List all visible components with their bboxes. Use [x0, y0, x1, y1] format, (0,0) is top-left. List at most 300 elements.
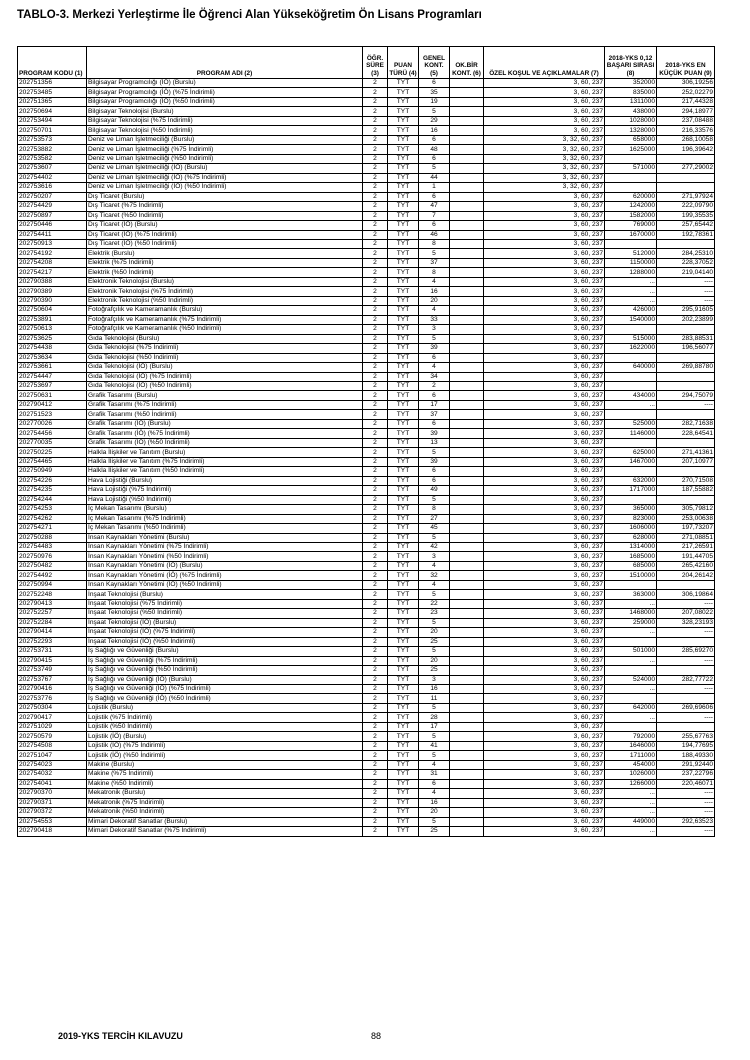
min-score-cell: 187,55882: [657, 486, 715, 495]
conditions-cell: 3, 60, 237: [484, 505, 605, 514]
extra-quota-cell: [450, 183, 484, 192]
table-row: [18, 760, 715, 769]
score-type-cell: TYT: [388, 505, 419, 514]
rank-cell: 642000: [605, 703, 657, 712]
quota-cell: 20: [419, 656, 450, 665]
score-type-cell: TYT: [388, 382, 419, 391]
code-cell: 202754456: [18, 429, 87, 438]
duration-cell: 2: [363, 685, 388, 694]
score-type-cell: TYT: [388, 154, 419, 163]
duration-cell: 2: [363, 230, 388, 239]
extra-quota-cell: [450, 457, 484, 466]
rank-cell: [605, 382, 657, 391]
code-cell: 202754041: [18, 779, 87, 788]
min-score-cell: 219,04140: [657, 268, 715, 277]
score-type-cell: TYT: [388, 344, 419, 353]
min-score-cell: 197,73207: [657, 524, 715, 533]
score-type-cell: TYT: [388, 827, 419, 836]
score-type-cell: TYT: [388, 770, 419, 779]
score-type-cell: TYT: [388, 675, 419, 684]
rank-cell: 1150000: [605, 258, 657, 267]
conditions-cell: 3, 60, 237: [484, 258, 605, 267]
quota-cell: 45: [419, 524, 450, 533]
table-row: [18, 391, 715, 400]
code-cell: 202754508: [18, 741, 87, 750]
quota-cell: 20: [419, 628, 450, 637]
min-score-cell: ----: [657, 277, 715, 286]
header-program-name: PROGRAM ADI (2): [87, 47, 363, 79]
conditions-cell: 3, 60, 237: [484, 789, 605, 798]
score-type-cell: TYT: [388, 618, 419, 627]
program-name-cell: İç Mekan Tasarımı (%50 İndirimli): [87, 524, 363, 533]
table-row: [18, 703, 715, 712]
header-quota: GENEL KONT. (5): [419, 47, 450, 79]
min-score-cell: 204,26142: [657, 571, 715, 580]
table-row: [18, 637, 715, 646]
score-type-cell: TYT: [388, 419, 419, 428]
conditions-cell: 3, 60, 237: [484, 703, 605, 712]
min-score-cell: 271,08851: [657, 533, 715, 542]
program-name-cell: Dış Ticaret (İÖ) (%75 İndirimli): [87, 230, 363, 239]
code-cell: 202790417: [18, 713, 87, 722]
conditions-cell: 3, 60, 237: [484, 277, 605, 286]
table-row: [18, 713, 715, 722]
duration-cell: 2: [363, 154, 388, 163]
extra-quota-cell: [450, 192, 484, 201]
min-score-cell: 271,97924: [657, 192, 715, 201]
rank-cell: 823000: [605, 514, 657, 523]
quota-cell: 39: [419, 344, 450, 353]
duration-cell: 2: [363, 770, 388, 779]
code-cell: 202750225: [18, 448, 87, 457]
conditions-cell: 3, 60, 237: [484, 675, 605, 684]
code-cell: 202753485: [18, 88, 87, 97]
duration-cell: 2: [363, 97, 388, 106]
extra-quota-cell: [450, 703, 484, 712]
code-cell: 202790388: [18, 277, 87, 286]
min-score-cell: ----: [657, 827, 715, 836]
table-row: [18, 145, 715, 154]
table-row: [18, 827, 715, 836]
rank-cell: 259000: [605, 618, 657, 627]
program-name-cell: Elektronik Teknolojisi (%50 İndirimli): [87, 296, 363, 305]
extra-quota-cell: [450, 571, 484, 580]
conditions-cell: 3, 60, 237: [484, 126, 605, 135]
score-type-cell: TYT: [388, 637, 419, 646]
quota-cell: 5: [419, 703, 450, 712]
extra-quota-cell: [450, 827, 484, 836]
duration-cell: 2: [363, 628, 388, 637]
rank-cell: ...: [605, 400, 657, 409]
quota-cell: 34: [419, 372, 450, 381]
code-cell: 202751047: [18, 751, 87, 760]
min-score-cell: [657, 694, 715, 703]
table-row: [18, 363, 715, 372]
rank-cell: 1328000: [605, 126, 657, 135]
duration-cell: 2: [363, 713, 388, 722]
table-row: [18, 647, 715, 656]
conditions-cell: 3, 60, 237: [484, 798, 605, 807]
program-name-cell: Fotoğrafçılık ve Kameramanlık (%50 İndirimli): [87, 325, 363, 334]
min-score-cell: 285,69270: [657, 647, 715, 656]
program-name-cell: Halkla İlişkiler ve Tanıtım (%50 İndirimli): [87, 467, 363, 476]
conditions-cell: 3, 60, 237: [484, 628, 605, 637]
rank-cell: 1670000: [605, 230, 657, 239]
duration-cell: 2: [363, 135, 388, 144]
program-name-cell: Deniz ve Liman İşletmeciliği (İÖ) (%75 İndirimli): [87, 173, 363, 182]
extra-quota-cell: [450, 277, 484, 286]
conditions-cell: 3, 60, 237: [484, 647, 605, 656]
table-row: [18, 808, 715, 817]
min-score-cell: 269,69606: [657, 703, 715, 712]
rank-cell: 1711000: [605, 751, 657, 760]
code-cell: 202752284: [18, 618, 87, 627]
quota-cell: 37: [419, 258, 450, 267]
duration-cell: 2: [363, 382, 388, 391]
program-name-cell: Grafik Tasarımı (İÖ) (Burslu): [87, 419, 363, 428]
rank-cell: 1288000: [605, 268, 657, 277]
quota-cell: 4: [419, 306, 450, 315]
quota-cell: 5: [419, 590, 450, 599]
code-cell: 202754217: [18, 268, 87, 277]
quota-cell: 1: [419, 183, 450, 192]
duration-cell: 2: [363, 79, 388, 88]
code-cell: 202790416: [18, 685, 87, 694]
program-name-cell: İnsan Kaynakları Yönetimi (%50 İndirimli): [87, 552, 363, 561]
conditions-cell: 3, 60, 237: [484, 457, 605, 466]
extra-quota-cell: [450, 505, 484, 514]
min-score-cell: 228,64541: [657, 429, 715, 438]
min-score-cell: [657, 438, 715, 447]
program-name-cell: Lojistik (İÖ) (%75 İndirimli): [87, 741, 363, 750]
code-cell: 202750976: [18, 552, 87, 561]
conditions-cell: 3, 60, 237: [484, 448, 605, 457]
program-name-cell: Bilgisayar Programcılığı (İÖ) (%75 İndirimli): [87, 88, 363, 97]
score-type-cell: TYT: [388, 268, 419, 277]
quota-cell: 33: [419, 315, 450, 324]
code-cell: 202750913: [18, 239, 87, 248]
min-score-cell: 220,46071: [657, 779, 715, 788]
duration-cell: 2: [363, 145, 388, 154]
table-row: [18, 751, 715, 760]
duration-cell: 2: [363, 363, 388, 372]
code-cell: 202751365: [18, 97, 87, 106]
rank-cell: [605, 372, 657, 381]
extra-quota-cell: [450, 685, 484, 694]
min-score-cell: 270,71508: [657, 476, 715, 485]
quota-cell: 6: [419, 779, 450, 788]
conditions-cell: 3, 60, 237: [484, 656, 605, 665]
min-score-cell: [657, 495, 715, 504]
duration-cell: 2: [363, 609, 388, 618]
program-name-cell: İnşaat Teknolojisi (%50 İndirimli): [87, 609, 363, 618]
rank-cell: 449000: [605, 817, 657, 826]
quota-cell: 4: [419, 363, 450, 372]
score-type-cell: TYT: [388, 353, 419, 362]
score-type-cell: TYT: [388, 647, 419, 656]
program-name-cell: İnşaat Teknolojisi (İÖ) (%50 İndirimli): [87, 637, 363, 646]
code-cell: 202790371: [18, 798, 87, 807]
score-type-cell: TYT: [388, 202, 419, 211]
conditions-cell: 3, 60, 237: [484, 694, 605, 703]
conditions-cell: 3, 60, 237: [484, 400, 605, 409]
extra-quota-cell: [450, 798, 484, 807]
score-type-cell: TYT: [388, 817, 419, 826]
quota-cell: 4: [419, 580, 450, 589]
extra-quota-cell: [450, 666, 484, 675]
quota-cell: 6: [419, 192, 450, 201]
quota-cell: 6: [419, 79, 450, 88]
duration-cell: 2: [363, 391, 388, 400]
extra-quota-cell: [450, 808, 484, 817]
table-row: [18, 675, 715, 684]
table-row: [18, 448, 715, 457]
table-row: [18, 192, 715, 201]
duration-cell: 2: [363, 249, 388, 258]
code-cell: 202750694: [18, 107, 87, 116]
min-score-cell: 228,37052: [657, 258, 715, 267]
header-conditions: ÖZEL KOŞUL VE AÇIKLAMALAR (7): [484, 47, 605, 79]
conditions-cell: 3, 60, 237: [484, 732, 605, 741]
table-row: [18, 315, 715, 324]
quota-cell: 8: [419, 239, 450, 248]
code-cell: 202790390: [18, 296, 87, 305]
code-cell: 202750613: [18, 325, 87, 334]
header-score-type: PUAN TÜRÜ (4): [388, 47, 419, 79]
duration-cell: 2: [363, 656, 388, 665]
code-cell: 202754226: [18, 476, 87, 485]
program-name-cell: Dış Ticaret (%50 İndirimli): [87, 211, 363, 220]
quota-cell: 6: [419, 476, 450, 485]
min-score-cell: [657, 183, 715, 192]
rank-cell: ...: [605, 656, 657, 665]
conditions-cell: 3, 60, 237: [484, 202, 605, 211]
score-type-cell: TYT: [388, 457, 419, 466]
score-type-cell: TYT: [388, 183, 419, 192]
program-name-cell: Makine (%75 İndirimli): [87, 770, 363, 779]
min-score-cell: 253,00638: [657, 514, 715, 523]
code-cell: 202754483: [18, 542, 87, 551]
code-cell: 202753573: [18, 135, 87, 144]
quota-cell: 28: [419, 713, 450, 722]
extra-quota-cell: [450, 400, 484, 409]
conditions-cell: 3, 60, 237: [484, 476, 605, 485]
quota-cell: 39: [419, 429, 450, 438]
min-score-cell: ----: [657, 808, 715, 817]
program-name-cell: Hava Lojistiği (%50 İndirimli): [87, 495, 363, 504]
score-type-cell: TYT: [388, 760, 419, 769]
score-type-cell: TYT: [388, 732, 419, 741]
program-name-cell: Deniz ve Liman İşletmeciliği (Burslu): [87, 135, 363, 144]
rank-cell: [605, 722, 657, 731]
code-cell: 202754271: [18, 524, 87, 533]
program-name-cell: İş Sağlığı ve Güvenliği (%75 İndirimli): [87, 656, 363, 665]
table-row: [18, 798, 715, 807]
conditions-cell: 3, 32, 60, 237: [484, 173, 605, 182]
code-cell: 202752248: [18, 590, 87, 599]
duration-cell: 2: [363, 410, 388, 419]
code-cell: 202754208: [18, 258, 87, 267]
duration-cell: 2: [363, 306, 388, 315]
quota-cell: 35: [419, 88, 450, 97]
conditions-cell: 3, 60, 237: [484, 334, 605, 343]
code-cell: 202750304: [18, 703, 87, 712]
extra-quota-cell: [450, 391, 484, 400]
min-score-cell: 257,65442: [657, 221, 715, 230]
min-score-cell: 191,44705: [657, 552, 715, 561]
rank-cell: ...: [605, 685, 657, 694]
score-type-cell: TYT: [388, 722, 419, 731]
min-score-cell: 194,77695: [657, 741, 715, 750]
extra-quota-cell: [450, 609, 484, 618]
conditions-cell: 3, 32, 60, 237: [484, 183, 605, 192]
score-type-cell: TYT: [388, 391, 419, 400]
extra-quota-cell: [450, 202, 484, 211]
duration-cell: 2: [363, 751, 388, 760]
program-name-cell: Halkla İlişkiler ve Tanıtım (%75 İndirimli): [87, 457, 363, 466]
conditions-cell: 3, 60, 237: [484, 552, 605, 561]
table-row: [18, 741, 715, 750]
code-cell: 202770026: [18, 419, 87, 428]
conditions-cell: 3, 32, 60, 237: [484, 135, 605, 144]
score-type-cell: TYT: [388, 789, 419, 798]
program-name-cell: İş Sağlığı ve Güvenliği (İÖ) (%75 İndirimli): [87, 685, 363, 694]
extra-quota-cell: [450, 429, 484, 438]
score-type-cell: TYT: [388, 656, 419, 665]
program-name-cell: Hava Lojistiği (Burslu): [87, 476, 363, 485]
min-score-cell: [657, 637, 715, 646]
score-type-cell: TYT: [388, 808, 419, 817]
table-row: [18, 268, 715, 277]
header-program-code: PROGRAM KODU (1): [18, 47, 87, 79]
code-cell: 202754447: [18, 372, 87, 381]
duration-cell: 2: [363, 268, 388, 277]
duration-cell: 2: [363, 514, 388, 523]
min-score-cell: [657, 173, 715, 182]
rank-cell: [605, 239, 657, 248]
quota-cell: 42: [419, 542, 450, 551]
code-cell: 202790370: [18, 789, 87, 798]
score-type-cell: TYT: [388, 628, 419, 637]
table-row: [18, 524, 715, 533]
min-score-cell: 255,67763: [657, 732, 715, 741]
extra-quota-cell: [450, 419, 484, 428]
table-row: [18, 722, 715, 731]
table-row: [18, 126, 715, 135]
extra-quota-cell: [450, 467, 484, 476]
table-row: [18, 154, 715, 163]
extra-quota-cell: [450, 145, 484, 154]
duration-cell: 2: [363, 344, 388, 353]
rank-cell: 524000: [605, 675, 657, 684]
code-cell: 202790413: [18, 599, 87, 608]
program-name-cell: Grafik Tasarımı (Burslu): [87, 391, 363, 400]
rank-cell: ...: [605, 296, 657, 305]
table-row: [18, 685, 715, 694]
program-name-cell: Elektronik Teknolojisi (Burslu): [87, 277, 363, 286]
min-score-cell: [657, 154, 715, 163]
conditions-cell: 3, 60, 237: [484, 344, 605, 353]
extra-quota-cell: [450, 637, 484, 646]
code-cell: 202754262: [18, 514, 87, 523]
program-name-cell: İnsan Kaynakları Yönetimi (İÖ) (Burslu): [87, 561, 363, 570]
page-title: TABLO-3. Merkezi Yerleştirme İle Öğrenci Alan Yükseköğretim Ön Lisans Programları: [17, 9, 482, 21]
rank-cell: [605, 694, 657, 703]
min-score-cell: 199,35535: [657, 211, 715, 220]
min-score-cell: [657, 467, 715, 476]
score-type-cell: TYT: [388, 97, 419, 106]
min-score-cell: 269,88780: [657, 363, 715, 372]
min-score-cell: ----: [657, 713, 715, 722]
extra-quota-cell: [450, 126, 484, 135]
code-cell: 202753494: [18, 116, 87, 125]
quota-cell: 19: [419, 97, 450, 106]
score-type-cell: TYT: [388, 116, 419, 125]
conditions-cell: 3, 60, 237: [484, 666, 605, 675]
code-cell: 202750604: [18, 306, 87, 315]
quota-cell: 5: [419, 249, 450, 258]
duration-cell: 2: [363, 666, 388, 675]
duration-cell: 2: [363, 505, 388, 514]
duration-cell: 2: [363, 258, 388, 267]
score-type-cell: TYT: [388, 429, 419, 438]
score-type-cell: TYT: [388, 713, 419, 722]
table-row: [18, 325, 715, 334]
score-type-cell: TYT: [388, 221, 419, 230]
rank-cell: 501000: [605, 647, 657, 656]
duration-cell: 2: [363, 827, 388, 836]
rank-cell: ...: [605, 789, 657, 798]
quota-cell: 16: [419, 685, 450, 694]
quota-cell: 5: [419, 164, 450, 173]
quota-cell: 37: [419, 410, 450, 419]
conditions-cell: 3, 32, 60, 237: [484, 154, 605, 163]
conditions-cell: 3, 60, 237: [484, 372, 605, 381]
conditions-cell: 3, 60, 237: [484, 827, 605, 836]
score-type-cell: TYT: [388, 164, 419, 173]
code-cell: 202753882: [18, 145, 87, 154]
table-row: [18, 353, 715, 362]
conditions-cell: 3, 60, 237: [484, 249, 605, 258]
duration-cell: 2: [363, 694, 388, 703]
program-name-cell: İnsan Kaynakları Yönetimi (İÖ) (%75 İndirimli): [87, 571, 363, 580]
table-row: [18, 438, 715, 447]
duration-cell: 2: [363, 590, 388, 599]
extra-quota-cell: [450, 741, 484, 750]
quota-cell: 22: [419, 599, 450, 608]
score-type-cell: TYT: [388, 258, 419, 267]
quota-cell: 3: [419, 325, 450, 334]
program-name-cell: Elektrik (%50 İndirimli): [87, 268, 363, 277]
extra-quota-cell: [450, 287, 484, 296]
duration-cell: 2: [363, 372, 388, 381]
conditions-cell: 3, 60, 237: [484, 410, 605, 419]
table-row: [18, 344, 715, 353]
program-name-cell: Gıda Teknolojisi (İÖ) (Burslu): [87, 363, 363, 372]
rank-cell: 1646000: [605, 741, 657, 750]
score-type-cell: TYT: [388, 277, 419, 286]
score-type-cell: TYT: [388, 703, 419, 712]
quota-cell: 8: [419, 505, 450, 514]
score-type-cell: TYT: [388, 211, 419, 220]
quota-cell: 5: [419, 618, 450, 627]
code-cell: 202790415: [18, 656, 87, 665]
quota-cell: 2: [419, 382, 450, 391]
program-name-cell: Elektrik (Burslu): [87, 249, 363, 258]
duration-cell: 2: [363, 599, 388, 608]
min-score-cell: [657, 372, 715, 381]
program-name-cell: Grafik Tasarımı (%50 İndirimli): [87, 410, 363, 419]
